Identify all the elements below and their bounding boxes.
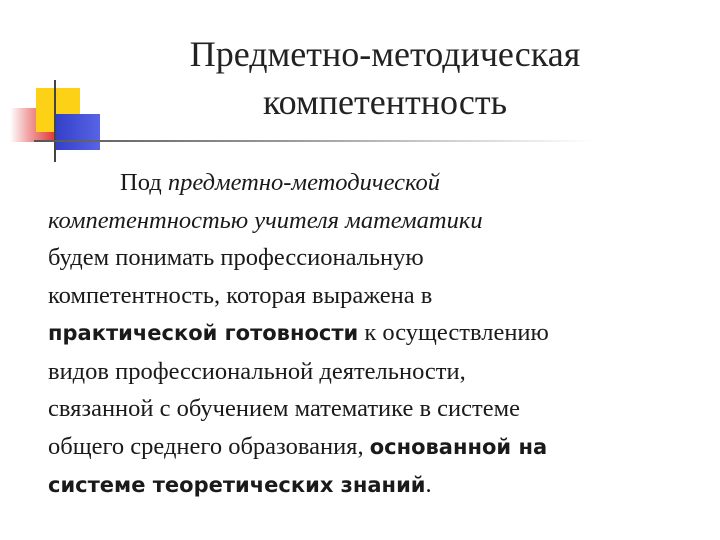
text-line: будем понимать профессиональную — [48, 244, 424, 271]
bold-phrase-theoretical-knowledge: системе теоретических знаний — [48, 473, 426, 497]
decorative-blue-square — [56, 114, 100, 150]
title-line-2: компетентность — [262, 82, 507, 122]
body-paragraph — [48, 164, 698, 505]
text-run: . — [425, 471, 432, 498]
text-run: Под — [120, 169, 168, 196]
bold-phrase-practical-readiness: практической готовности — [48, 321, 359, 345]
decorative-vertical-line — [54, 80, 56, 162]
italic-term-1: предметно-методической — [167, 169, 441, 196]
text-run: общего среднего образования, — [48, 432, 370, 460]
text-line: видов профессиональной деятельности, — [48, 357, 466, 385]
text-run: к осуществлению — [358, 319, 549, 346]
italic-term-2: компетентностью учителя математики — [48, 206, 483, 234]
text-line: связанной с обучением математике в системе — [48, 395, 520, 422]
text-line: компетентность, которая выражена в — [48, 281, 433, 309]
title-line-1: Предметно-методическая — [189, 34, 581, 74]
slide-title — [120, 30, 650, 126]
bold-phrase-based-on: основанной на — [369, 434, 548, 459]
title-underline — [34, 140, 594, 142]
